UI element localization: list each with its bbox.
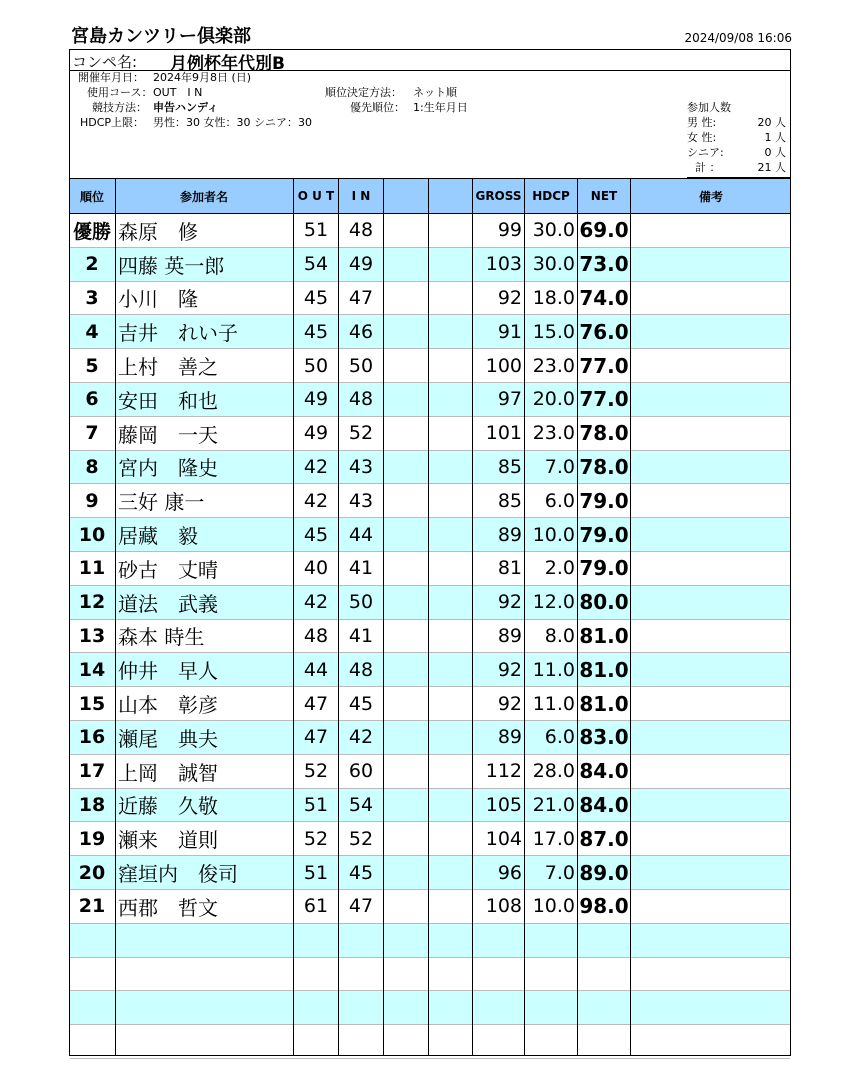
hdcp-cell: 17.0 <box>532 827 575 850</box>
col-gross: GROSS <box>475 189 522 203</box>
table-row <box>70 653 790 687</box>
net-cell: 87.0 <box>579 826 629 851</box>
participants-female-label: 女 性: <box>687 131 717 144</box>
name-cell: 森本 時生 <box>118 625 205 650</box>
hdcp-cell: 23.0 <box>532 422 575 445</box>
table-row <box>70 856 790 890</box>
col-name: 参加者名 <box>179 189 228 204</box>
hdcp-cell: 10.0 <box>532 523 575 546</box>
net-cell: 77.0 <box>579 387 629 412</box>
gross-cell: 92 <box>497 286 522 309</box>
net-cell: 79.0 <box>579 556 629 581</box>
in-cell: 47 <box>348 895 374 918</box>
net-cell: 78.0 <box>579 454 629 479</box>
name-cell: 道法 武義 <box>118 591 218 616</box>
name-cell: 三好 康一 <box>118 490 205 515</box>
out-cell: 48 <box>303 624 329 647</box>
table-row <box>70 890 790 924</box>
hdcp-cell: 7.0 <box>544 861 575 884</box>
out-cell: 45 <box>303 320 329 343</box>
table-row <box>70 552 790 586</box>
name-cell: 吉井 れい子 <box>118 321 238 346</box>
hdcp-cell: 15.0 <box>532 320 575 343</box>
rank-cell: 12 <box>78 591 106 614</box>
rank-cell: 4 <box>85 320 99 343</box>
out-cell: 49 <box>303 422 329 445</box>
rank-cell: 18 <box>78 793 106 816</box>
gross-cell: 92 <box>497 591 522 614</box>
in-cell: 48 <box>348 658 374 681</box>
ranking-method-value: ネット順 <box>413 86 457 99</box>
col-remarks: 備考 <box>698 189 723 204</box>
method-value: 申告ハンディ <box>153 101 219 114</box>
participants-male-value: 20 人 <box>757 116 786 129</box>
in-cell: 52 <box>348 422 374 445</box>
ranking-method-label: 順位決定方法： <box>325 86 402 99</box>
net-cell: 77.0 <box>579 353 629 378</box>
net-cell: 74.0 <box>579 285 629 310</box>
rank-cell: 17 <box>78 760 106 783</box>
col-net: NET <box>590 189 618 203</box>
gross-cell: 81 <box>497 557 522 580</box>
rank-cell: 15 <box>78 692 106 715</box>
table-row <box>70 315 790 349</box>
participants-senior-value: 0 人 <box>764 146 786 159</box>
out-cell: 50 <box>303 354 329 377</box>
in-cell: 45 <box>348 861 374 884</box>
in-cell: 54 <box>348 793 374 816</box>
col-out: O U T <box>297 189 335 203</box>
table-row <box>70 417 790 451</box>
rank-cell: 8 <box>85 455 99 478</box>
table-row <box>70 755 790 789</box>
hdcp-cell: 6.0 <box>544 489 575 512</box>
hdcp-cell: 12.0 <box>532 591 575 614</box>
rank-cell: 3 <box>85 286 99 309</box>
col-in: I N <box>351 189 371 203</box>
gross-cell: 108 <box>485 895 522 918</box>
name-cell: 藤岡 一天 <box>118 422 218 447</box>
participants-female-value: 1 人 <box>764 131 786 144</box>
rank-cell: 6 <box>85 388 99 411</box>
name-cell: 瀬来 道則 <box>118 828 218 853</box>
club-name: 宮島カンツリー倶楽部 <box>71 26 251 47</box>
name-cell: 砂古 丈晴 <box>118 557 218 582</box>
name-cell: 山本 彰彦 <box>118 693 218 718</box>
gross-cell: 97 <box>497 388 522 411</box>
print-timestamp: 2024/09/08 16:06 <box>684 31 792 45</box>
name-cell: 上村 善之 <box>118 355 218 380</box>
in-cell: 42 <box>348 726 374 749</box>
in-cell: 43 <box>348 455 374 478</box>
net-cell: 69.0 <box>579 218 629 243</box>
rank-cell: 11 <box>78 557 106 580</box>
net-cell: 98.0 <box>579 894 629 919</box>
hdcp-cell: 10.0 <box>532 895 575 918</box>
out-cell: 49 <box>303 388 329 411</box>
gross-cell: 101 <box>485 422 522 445</box>
table-row <box>70 349 790 383</box>
out-cell: 40 <box>303 557 329 580</box>
priority-value: 1:生年月日 <box>413 101 468 114</box>
out-cell: 45 <box>303 286 329 309</box>
net-cell: 73.0 <box>579 252 629 277</box>
course-label: 使用コース： <box>87 86 153 99</box>
in-cell: 48 <box>348 388 374 411</box>
table-row <box>70 721 790 755</box>
hdcp-cell: 20.0 <box>532 388 575 411</box>
in-cell: 44 <box>348 523 374 546</box>
rank-cell: 9 <box>85 489 99 512</box>
hdcp-cell: 30.0 <box>532 219 575 242</box>
gross-cell: 91 <box>497 320 522 343</box>
col-rank: 順位 <box>79 189 104 204</box>
gross-cell: 89 <box>497 523 522 546</box>
in-cell: 52 <box>348 827 374 850</box>
hdcp-cell: 21.0 <box>532 793 575 816</box>
gross-cell: 104 <box>485 827 522 850</box>
in-cell: 49 <box>348 253 374 276</box>
in-cell: 50 <box>348 354 374 377</box>
hdcp-cell: 18.0 <box>532 286 575 309</box>
name-cell: 瀬尾 典夫 <box>118 726 218 751</box>
gross-cell: 85 <box>497 455 522 478</box>
table-row <box>70 789 790 823</box>
date-value: 2024年9月8日 (日) <box>153 71 252 84</box>
net-cell: 84.0 <box>579 792 629 817</box>
rank-cell: 優勝 <box>72 220 111 243</box>
empty-row <box>70 1025 790 1059</box>
table-header <box>70 179 790 214</box>
rank-cell: 20 <box>78 861 106 884</box>
table-row <box>70 822 790 856</box>
hdcp-cell: 11.0 <box>532 692 575 715</box>
net-cell: 78.0 <box>579 421 629 446</box>
rank-cell: 21 <box>78 895 106 918</box>
course-value: OUT I N <box>153 86 203 99</box>
date-label: 開催年月日： <box>78 71 144 84</box>
name-cell: 西郡 哲文 <box>118 895 218 920</box>
rank-cell: 19 <box>78 827 106 850</box>
out-cell: 42 <box>303 591 329 614</box>
participants-senior-label: シニア: <box>687 146 724 159</box>
participants-total-value: 21 人 <box>757 161 786 174</box>
out-cell: 42 <box>303 455 329 478</box>
rank-cell: 10 <box>78 523 106 546</box>
table-row <box>70 214 790 248</box>
hdcp-cell: 8.0 <box>544 624 575 647</box>
out-cell: 45 <box>303 523 329 546</box>
hdcp-cell: 11.0 <box>532 658 575 681</box>
gross-cell: 103 <box>485 253 522 276</box>
gross-cell: 100 <box>485 354 522 377</box>
results-table-body <box>70 214 790 1059</box>
table-row <box>70 484 790 518</box>
out-cell: 61 <box>303 895 329 918</box>
method-label: 競技方法： <box>92 101 147 114</box>
competition-label: コンペ名: <box>72 53 138 71</box>
out-cell: 51 <box>303 219 329 242</box>
in-cell: 41 <box>348 557 374 580</box>
hdcp-limit-value: 男性：30 女性：30 シニア：30 <box>153 116 312 129</box>
rank-cell: 13 <box>78 624 106 647</box>
gross-cell: 92 <box>497 658 522 681</box>
name-cell: 宮内 隆史 <box>118 456 218 481</box>
gross-cell: 92 <box>497 692 522 715</box>
hdcp-cell: 2.0 <box>544 557 575 580</box>
net-cell: 83.0 <box>579 725 629 750</box>
in-cell: 50 <box>348 591 374 614</box>
in-cell: 60 <box>348 760 374 783</box>
name-cell: 窪垣内 俊司 <box>118 862 238 887</box>
competition-name: 月例杯年代別B <box>170 54 285 74</box>
table-row <box>70 451 790 485</box>
table-row <box>70 586 790 620</box>
hdcp-cell: 6.0 <box>544 726 575 749</box>
name-cell: 小川 隆 <box>118 287 198 312</box>
net-cell: 79.0 <box>579 522 629 547</box>
in-cell: 48 <box>348 219 374 242</box>
participants-total-label: 計 ： <box>695 161 721 174</box>
in-cell: 41 <box>348 624 374 647</box>
table-row <box>70 518 790 552</box>
rank-cell: 5 <box>85 354 99 377</box>
net-cell: 81.0 <box>579 623 629 648</box>
col-hdcp: HDCP <box>532 189 570 203</box>
out-cell: 47 <box>303 726 329 749</box>
out-cell: 47 <box>303 692 329 715</box>
competition-row <box>70 50 790 74</box>
in-cell: 46 <box>348 320 374 343</box>
net-cell: 84.0 <box>579 759 629 784</box>
gross-cell: 112 <box>485 760 522 783</box>
out-cell: 54 <box>303 253 329 276</box>
table-row <box>70 383 790 417</box>
out-cell: 52 <box>303 760 329 783</box>
out-cell: 51 <box>303 861 329 884</box>
out-cell: 52 <box>303 827 329 850</box>
net-cell: 81.0 <box>579 691 629 716</box>
competition-info <box>70 71 790 179</box>
name-cell: 上岡 誠智 <box>118 760 218 785</box>
hdcp-cell: 7.0 <box>544 455 575 478</box>
gross-cell: 105 <box>485 793 522 816</box>
table-row <box>70 687 790 721</box>
name-cell: 安田 和也 <box>118 388 218 413</box>
gross-cell: 99 <box>497 219 522 242</box>
hdcp-cell: 30.0 <box>532 253 575 276</box>
hdcp-limit-label: HDCP上限： <box>80 116 145 129</box>
name-cell: 仲井 早人 <box>118 659 218 684</box>
empty-row <box>70 958 790 992</box>
net-cell: 76.0 <box>579 319 629 344</box>
results-sheet <box>69 49 791 1056</box>
participants-title: 参加人数 <box>687 101 731 114</box>
name-cell: 近藤 久敬 <box>118 794 218 819</box>
out-cell: 42 <box>303 489 329 512</box>
gross-cell: 96 <box>497 861 522 884</box>
gross-cell: 85 <box>497 489 522 512</box>
participants-male-label: 男 性: <box>687 116 717 129</box>
in-cell: 47 <box>348 286 374 309</box>
in-cell: 45 <box>348 692 374 715</box>
table-row <box>70 620 790 654</box>
empty-row <box>70 991 790 1025</box>
gross-cell: 89 <box>497 624 522 647</box>
rank-cell: 14 <box>78 658 106 681</box>
priority-label: 優先順位： <box>350 101 405 114</box>
net-cell: 80.0 <box>579 590 629 615</box>
table-row <box>70 282 790 316</box>
net-cell: 89.0 <box>579 860 629 885</box>
gross-cell: 89 <box>497 726 522 749</box>
rank-cell: 16 <box>78 726 106 749</box>
in-cell: 43 <box>348 489 374 512</box>
net-cell: 81.0 <box>579 657 629 682</box>
net-cell: 79.0 <box>579 488 629 513</box>
hdcp-cell: 23.0 <box>532 354 575 377</box>
out-cell: 44 <box>303 658 329 681</box>
table-row <box>70 248 790 282</box>
rank-cell: 7 <box>85 422 99 445</box>
empty-row <box>70 924 790 958</box>
name-cell: 森原 修 <box>118 219 198 244</box>
rank-cell: 2 <box>85 253 99 276</box>
out-cell: 51 <box>303 793 329 816</box>
name-cell: 居藏 毅 <box>118 524 198 549</box>
hdcp-cell: 28.0 <box>532 760 575 783</box>
name-cell: 四藤 英一郎 <box>118 253 225 278</box>
